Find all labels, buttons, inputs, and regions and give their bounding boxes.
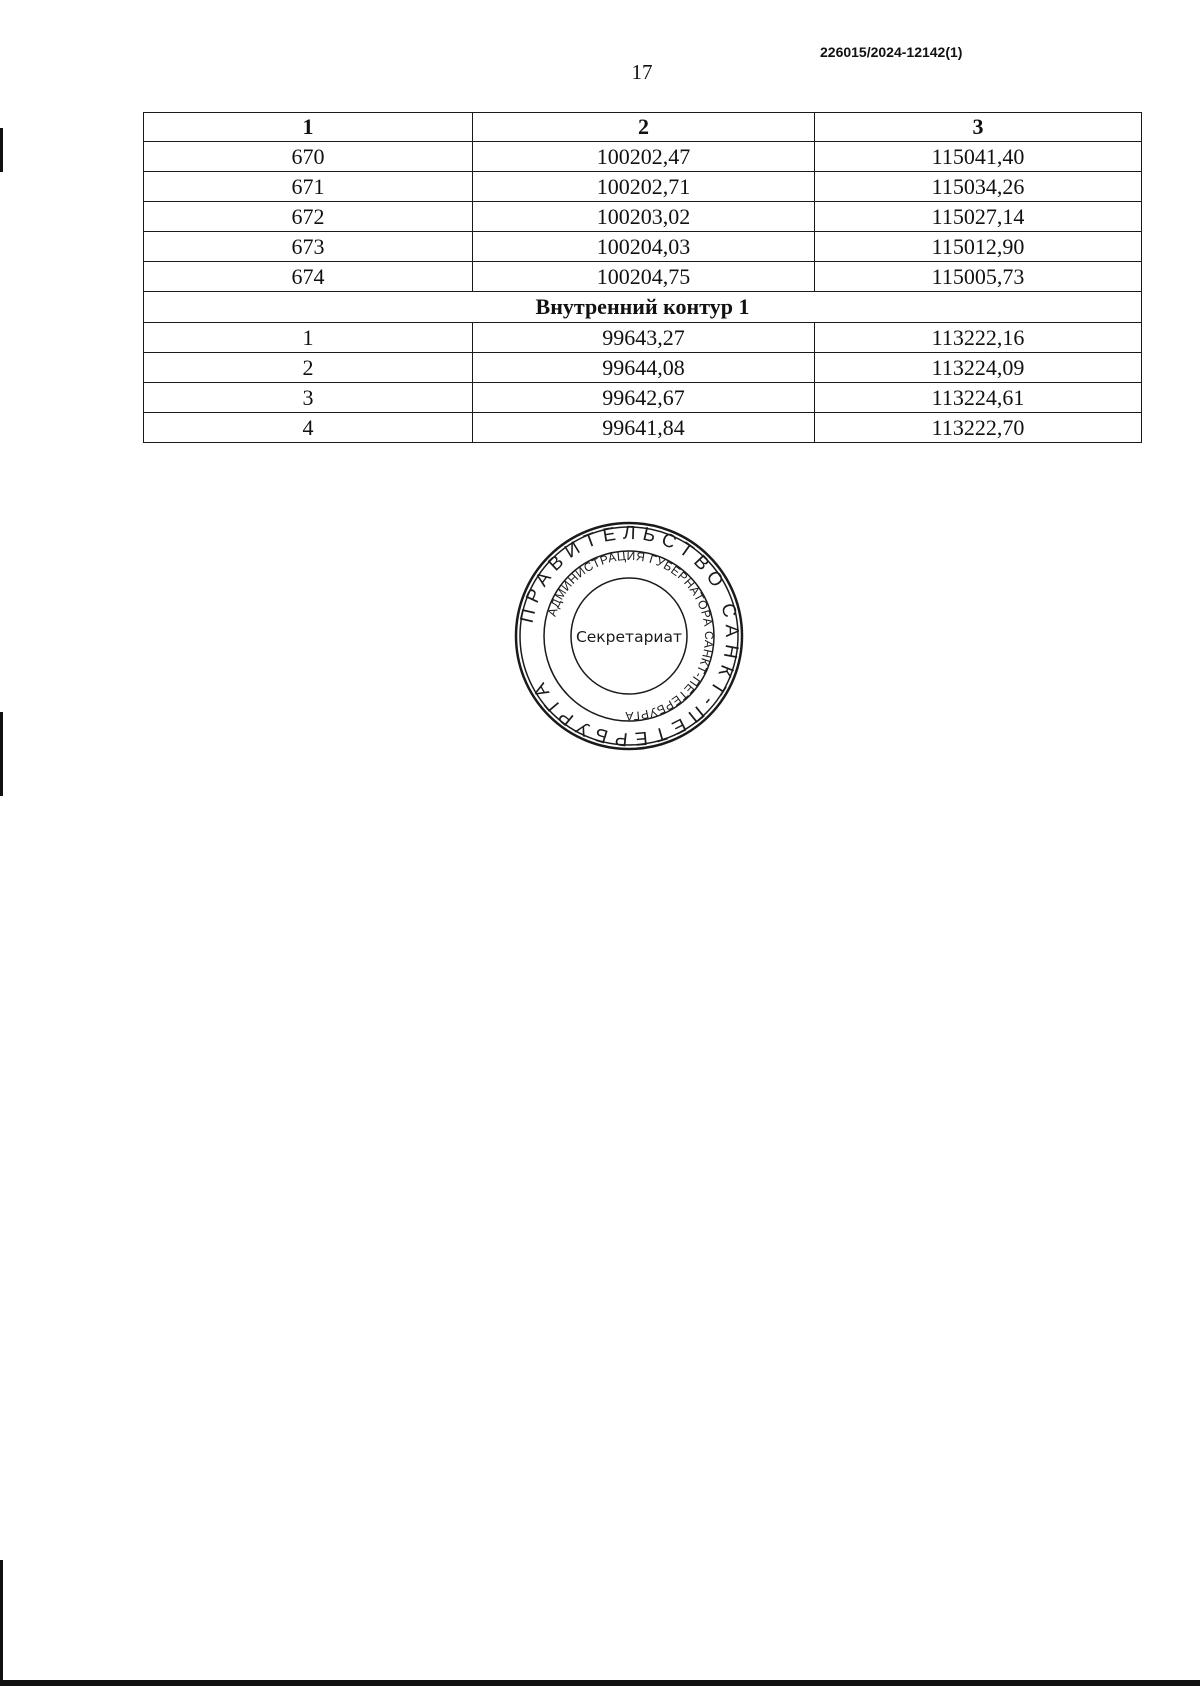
point-number: 673 xyxy=(144,232,473,262)
coordinate-y: 115041,40 xyxy=(815,142,1142,172)
point-number: 3 xyxy=(144,383,473,413)
coordinate-y: 115034,26 xyxy=(815,172,1142,202)
table-row xyxy=(144,172,1142,202)
scan-edge-mark xyxy=(0,128,3,172)
coordinate-y: 113224,61 xyxy=(815,383,1142,413)
coordinate-x: 100202,47 xyxy=(473,142,815,172)
table-row xyxy=(144,232,1142,262)
table-row xyxy=(144,383,1142,413)
table-row xyxy=(144,353,1142,383)
official-stamp xyxy=(513,520,745,752)
column-header: 2 xyxy=(473,113,815,142)
table-row xyxy=(144,202,1142,232)
table-row xyxy=(144,262,1142,292)
table-row xyxy=(144,323,1142,353)
point-number: 670 xyxy=(144,142,473,172)
column-header: 1 xyxy=(144,113,473,142)
section-title: Внутренний контур 1 xyxy=(144,292,1142,323)
coordinate-x: 100203,02 xyxy=(473,202,815,232)
point-number: 672 xyxy=(144,202,473,232)
table-header-row xyxy=(144,113,1142,142)
coordinates-table xyxy=(143,112,1142,443)
coordinate-x: 100204,03 xyxy=(473,232,815,262)
coordinate-x: 100202,71 xyxy=(473,172,815,202)
coordinate-y: 113222,70 xyxy=(815,413,1142,443)
scan-edge-mark xyxy=(0,1560,3,1680)
coordinate-y: 115012,90 xyxy=(815,232,1142,262)
point-number: 1 xyxy=(144,323,473,353)
point-number: 674 xyxy=(144,262,473,292)
page-number: 17 xyxy=(631,60,653,84)
section-row xyxy=(144,292,1142,323)
stamp-outer-text: ПРАВИТЕЛЬСТВО САНКТ-ПЕТЕРБУРГА xyxy=(516,522,743,750)
table-row xyxy=(144,413,1142,443)
scan-edge-mark xyxy=(0,712,3,796)
coordinate-y: 113224,09 xyxy=(815,353,1142,383)
stamp-seal-icon xyxy=(513,520,745,752)
scan-bottom-edge xyxy=(0,1680,1200,1686)
coordinate-y: 113222,16 xyxy=(815,323,1142,353)
coordinate-x: 99643,27 xyxy=(473,323,815,353)
point-number: 4 xyxy=(144,413,473,443)
stamp-inner-text: АДМИНИСТРАЦИЯ ГУБЕРНАТОРА САНКТ-ПЕТЕРБУРГА xyxy=(544,548,717,724)
coordinate-y: 115027,14 xyxy=(815,202,1142,232)
document-number: 226015/2024-12142(1) xyxy=(820,44,963,60)
point-number: 671 xyxy=(144,172,473,202)
coordinate-x: 99641,84 xyxy=(473,413,815,443)
coordinate-x: 99642,67 xyxy=(473,383,815,413)
point-number: 2 xyxy=(144,353,473,383)
table-row xyxy=(144,142,1142,172)
coordinate-y: 115005,73 xyxy=(815,262,1142,292)
stamp-center-text: Секретариат xyxy=(575,628,683,646)
column-header: 3 xyxy=(815,113,1142,142)
coordinate-x: 100204,75 xyxy=(473,262,815,292)
coordinate-x: 99644,08 xyxy=(473,353,815,383)
